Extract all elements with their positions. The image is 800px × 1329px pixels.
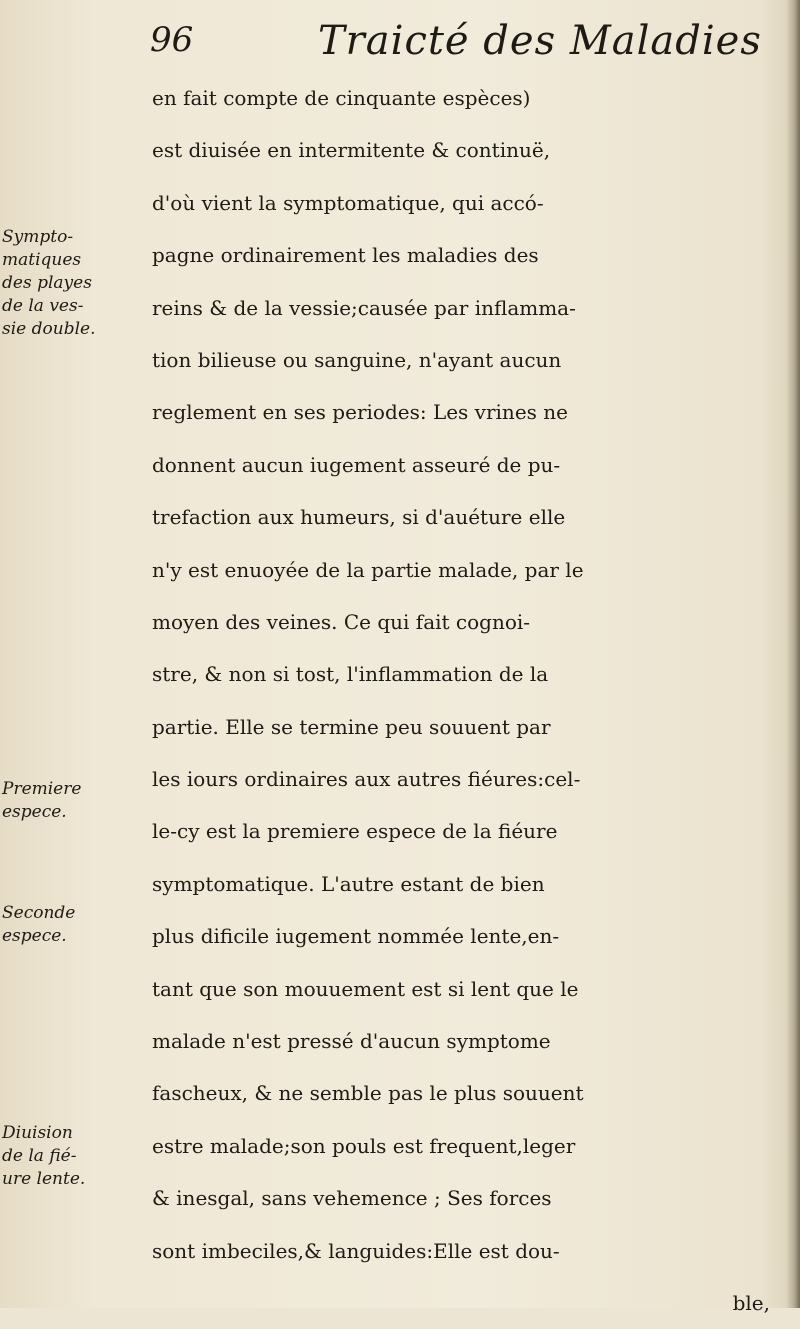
running-title: Traicté des Maladies — [318, 18, 762, 64]
text-line: reins & de la vessie;causée par inflamma- — [152, 295, 576, 320]
body-text — [152, 72, 792, 1329]
text-line: plus dificile iugement nommée lente,en- — [152, 924, 560, 949]
margin-note-line: Sympto- — [2, 227, 74, 247]
text-line: pagne ordinairement les maladies des — [152, 243, 539, 268]
page-number: 96 — [150, 20, 194, 60]
text-line: moyen des veines. Ce qui fait cognoi- — [152, 609, 531, 634]
catchword-line: ble, — [732, 1290, 770, 1315]
margin-note-line: de la ves- — [2, 296, 84, 316]
text-line: n'y est enuoyée de la partie malade, par le — [152, 557, 584, 582]
margin-note-seconde-espece — [2, 902, 150, 948]
text-line: tion bilieuse ou sanguine, n'ayant aucun — [152, 347, 562, 372]
margin-note-line: Seconde — [2, 903, 76, 923]
text-line: symptomatique. L'autre estant de bien — [152, 871, 545, 896]
running-header — [150, 18, 790, 66]
margin-note-line: des playes — [2, 273, 92, 293]
text-line: estre malade;son pouls est frequent,leger — [152, 1133, 576, 1158]
margin-note-line: Premiere — [2, 779, 82, 799]
text-line: le-cy est la premiere espece de la fiéure — [152, 819, 558, 844]
text-line: en fait compte de cinquante espèces) — [152, 86, 531, 110]
text-line: malade n'est pressé d'aucun symptome — [152, 1029, 551, 1054]
text-line: partie. Elle se termine peu souuent par — [152, 714, 551, 739]
margin-note-line: espece. — [2, 802, 67, 822]
margin-note-line: matiques — [2, 250, 82, 270]
margin-note-line: Diuision — [2, 1123, 73, 1143]
text-line: trefaction aux humeurs, si d'auéture elle — [152, 505, 566, 530]
text-line: tant que son mouuement est si lent que le — [152, 976, 579, 1001]
margin-note-symptomatiques — [2, 226, 150, 341]
margin-note-premiere-espece — [2, 778, 150, 824]
text-line: reglement en ses periodes: Les vrines ne — [152, 400, 568, 425]
margin-note-line: de la fié- — [2, 1146, 77, 1166]
text-line: stre, & non si tost, l'inflammation de la — [152, 662, 549, 687]
margin-note-line: sie double. — [2, 319, 96, 339]
text-line: & inesgal, sans vehemence ; Ses forces — [152, 1186, 552, 1211]
text-line: sont imbeciles,& languides:Elle est dou- — [152, 1238, 560, 1263]
text-line: fascheux, & ne semble pas le plus souuent — [152, 1081, 584, 1106]
text-line: donnent aucun iugement asseuré de pu- — [152, 452, 561, 477]
margin-note-line: espece. — [2, 926, 67, 946]
margin-note-diuision — [2, 1122, 150, 1191]
margin-note-line: ure lente. — [2, 1169, 86, 1189]
text-line: est diuisée en intermitente & continuë, — [152, 138, 551, 163]
text-line: les iours ordinaires aux autres fiéures:cel- — [152, 767, 581, 792]
text-line: d'où vient la symptomatique, qui accó- — [152, 190, 544, 215]
